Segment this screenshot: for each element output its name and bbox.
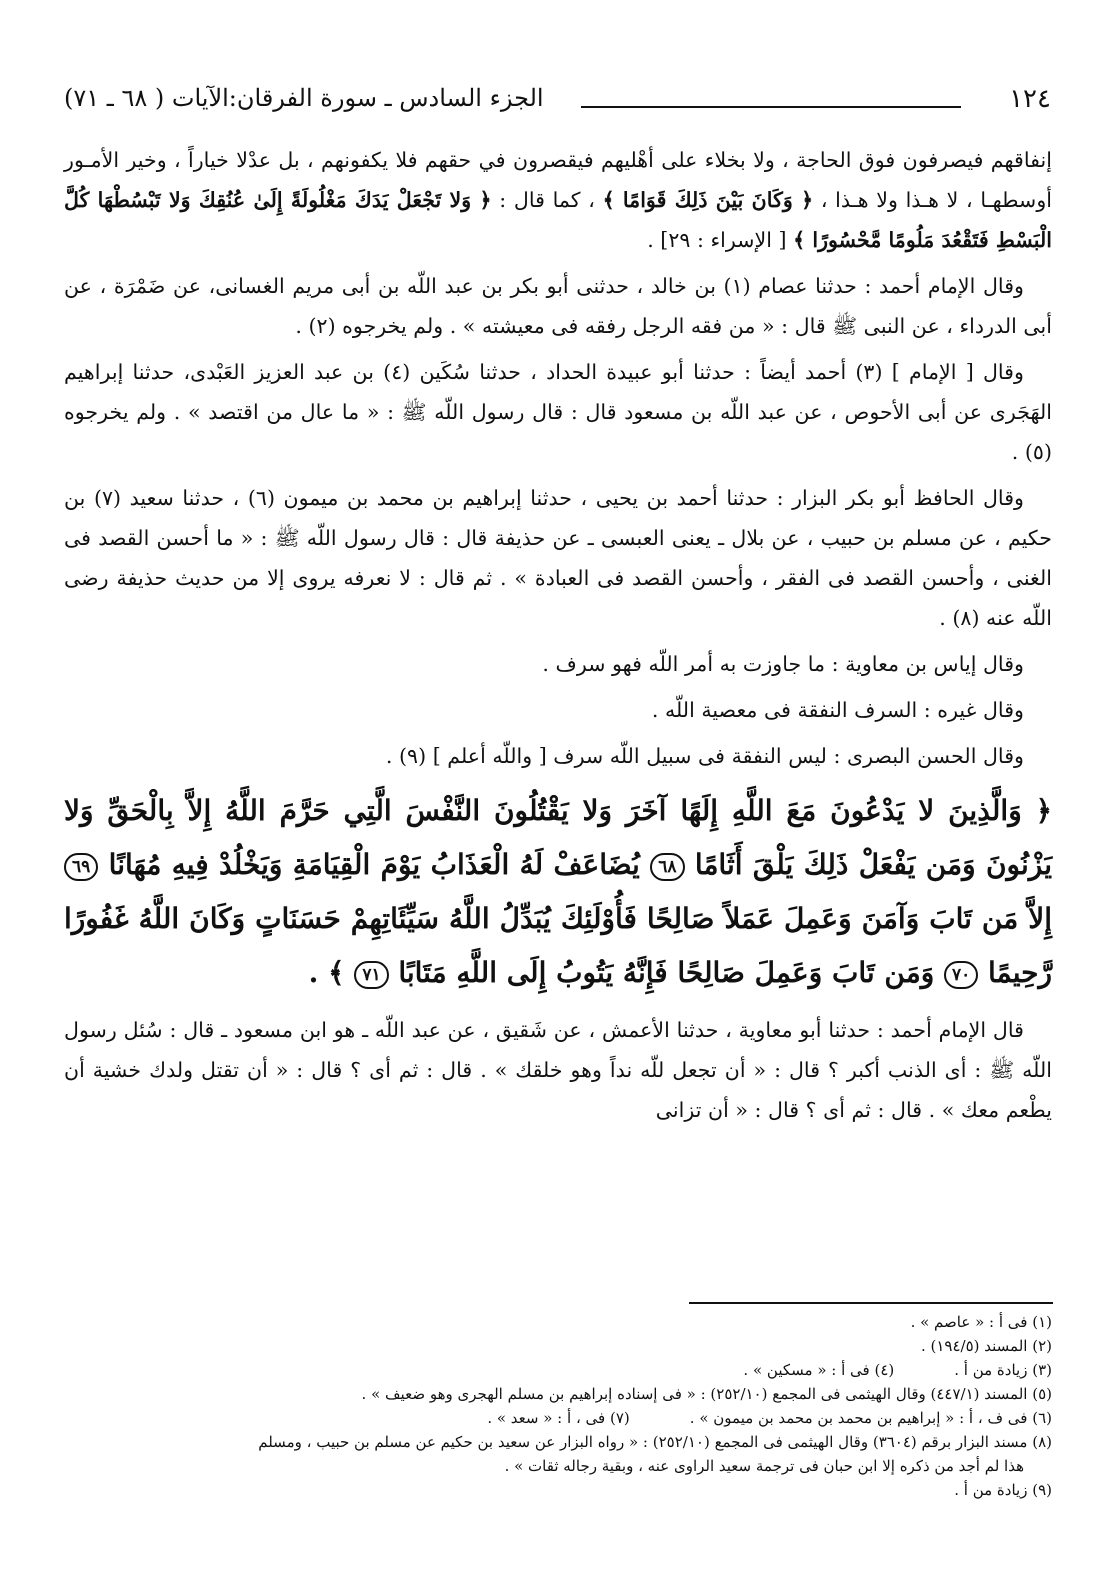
footnote-rule [689,1302,1053,1304]
page-header [64,84,1051,124]
footnote-3: (٣) زيادة من أ . [954,1361,1052,1379]
footnote-1: (١) فى أ : « عاصم » . [910,1313,1052,1331]
footnote-8-continued: هذا لم أجد من ذكره إلا ابن حبان فى ترجمة سعيد الراوى عنه ، وبقية رجاله ثقات » . [504,1457,1024,1475]
ayah-marker-69: ٦٩ [64,853,98,881]
verse-70-text: إِلاَّ مَن تَابَ وَآمَنَ وَعَمِلَ عَمَلاً صَالِحًا فَأُوْلَئِكَ يُبَدِّلُ اللَّهُ سَيِّئَاتِهِمْ حَسَنَاتٍ وَكَانَ اللَّهُ غَفُورًا رَّحِيمًا [64,902,1052,989]
ayah-marker-68: ٦٨ [650,853,684,881]
verse-69-text: يُضَاعَفْ لَهُ الْعَذَابُ يَوْمَ الْقِيَامَةِ وَيَخْلُدْ فِيهِ مُهَانًا [108,848,640,881]
ayah-marker-71: ٧١ [354,961,388,989]
footnote-5: (٥) المسند (٤٤٧/١) وقال الهيثمى فى المجمع (٢٥٢/١٠) : « فى إسناده إبراهيم بن مسلم الهجرى وهو ضعيف » . [361,1385,1052,1403]
paragraph-2: وقال الإمام أحمد : حدثنا عصام (١) بن خالد ، حدثنى أبو بكر بن عبد اللّه بن أبى مريم الغسانى، عن ضَمْرَة ، عن أبى الدرداء ، عن النبى ﷺ قال : « من فقه الرجل رفقه فى معيشته » . ولم يخرجوه (٢) . [64,274,1052,338]
footnote-8: (٨) مسند البزار برقم (٣٦٠٤) وقال الهيثمى فى المجمع (٢٥٢/١٠) : « رواه البزار عن سعيد بن حكيم عن مسلم بن حبيب ، ومسلم [258,1433,1052,1451]
footnote-4: (٤) فى أ : « مسكين » . [743,1361,895,1379]
verse-71-text: وَمَن تَابَ وَعَمِلَ صَالِحًا فَإِنَّهُ يَتُوبُ إِلَى اللَّهِ مَتَابًا [398,956,935,989]
paragraph-7: وقال الحسن البصرى : ليس النفقة فى سبيل اللّه سرف [ واللّه أعلم ] (٩) . [385,744,1024,768]
footnote-6: (٦) فى ف ، أ : « إبراهيم بن محمد بن محمد بن ميمون » . [689,1409,1052,1427]
footnote-9: (٩) زيادة من أ . [954,1481,1052,1499]
paragraph-1-text-b: ، كما قال : [491,188,595,212]
paragraph-8: قال الإمام أحمد : حدثنا أبو معاوية ، حدثنا الأعمش ، عن شَقيق ، عن عبد اللّه ـ هو ابن مسعود ـ قال : سُئل رسول اللّه ﷺ : أى الذنب أكبر ؟ قال : « أن تجعل للّه نداً وهو خلقك » . قال : ثم أى ؟ قال : « أن تقتل ولدك خشية أن يطْعم معك » . قال : ثم أى ؟ قال : « أن تزانى [64,1018,1052,1122]
paragraph-1 [64,140,1052,260]
paragraph-1-text-a: إنفاقهم فيصرفون فوق الحاجة ، ولا بخلاء على أهْليهم فيقصرون في حقهم فلا يكفونهم ، بل عدْلا خياراً ، وخير الأمـور أوسطهـا ، لا هـذا ولا هـذا ، [64,148,1052,212]
footnote-6-7 [64,1406,1052,1430]
main-text [64,140,1052,1136]
verse-68-text: ﴿ وَالَّذِينَ لا يَدْعُونَ مَعَ اللَّهِ إِلَهًا آخَرَ وَلا يَقْتُلُونَ النَّفْسَ الَّتِي حَرَّمَ اللَّهُ إِلاَّ بِالْحَقِّ وَلا يَزْنُونَ وَمَن يَفْعَلْ ذَلِكَ يَلْقَ أَثَامًا [64,794,1053,881]
quran-quote-2: ﴿ وَلا تَجْعَلْ يَدَكَ مَغْلُولَةً إِلَىٰ عُنُقِكَ وَلا تَبْسُطْهَا كُلَّ الْبَسْطِ فَتَقْعُدَ مَلُومًا مَّحْسُورًا ﴾ [64,188,1052,252]
paragraph-1-text-c: [ الإسراء : ٢٩] . [647,228,794,252]
paragraph-5: وقال إياس بن معاوية : ما جاوزت به أمر اللّه فهو سرف . [542,652,1024,676]
running-title: الجزء السادس ـ سورة الفرقان:الآيات ( ٦٨ ـ ٧١) [64,84,544,112]
footnote-7: (٧) فى ، أ : « سعد » . [487,1409,630,1427]
ayah-marker-70: ٧٠ [944,961,978,989]
paragraph-4: وقال الحافظ أبو بكر البزار : حدثنا أحمد بن يحيى ، حدثنا إبراهيم بن محمد بن ميمون (٦) ، حدثنا سعيد (٧) بن حكيم ، عن مسلم بن حبيب ، عن بلال ـ يعنى العبسى ـ عن حذيفة قال : قال رسول اللّه ﷺ : « ما أحسن القصد فى الغنى ، وأحسن القصد فى الفقر ، وأحسن القصد فى العبادة » . ثم قال : لا نعرفه يروى إلا من حديث حذيفة رضى اللّه عنه (٨) . [64,486,1052,630]
footnote-3-4 [64,1358,1052,1382]
quran-verses-block [64,784,1052,1000]
footnote-2: (٢) المسند (١٩٤/٥) . [920,1337,1052,1355]
header-rule [581,106,961,108]
paragraph-6: وقال غيره : السرف النفقة فى معصية اللّه . [651,698,1024,722]
verse-close: ﴾ . [308,956,345,989]
quran-quote-1: ﴿ وَكَانَ بَيْنَ ذَلِكَ قَوَامًا ﴾ [602,188,814,212]
footnotes [64,1310,1052,1502]
page-number: ١٢٤ [1009,84,1051,114]
paragraph-3: وقال [ الإمام ] (٣) أحمد أيضاً : حدثنا أبو عبيدة الحداد ، حدثنا سُكَين (٤) بن عبد العزيز العَبْدى، حدثنا إبراهيم الهَجَرى عن أبى الأحوص ، عن عبد اللّه بن مسعود قال : قال رسول اللّه ﷺ : « ما عال من اقتصد » . ولم يخرجوه (٥) . [64,360,1052,464]
